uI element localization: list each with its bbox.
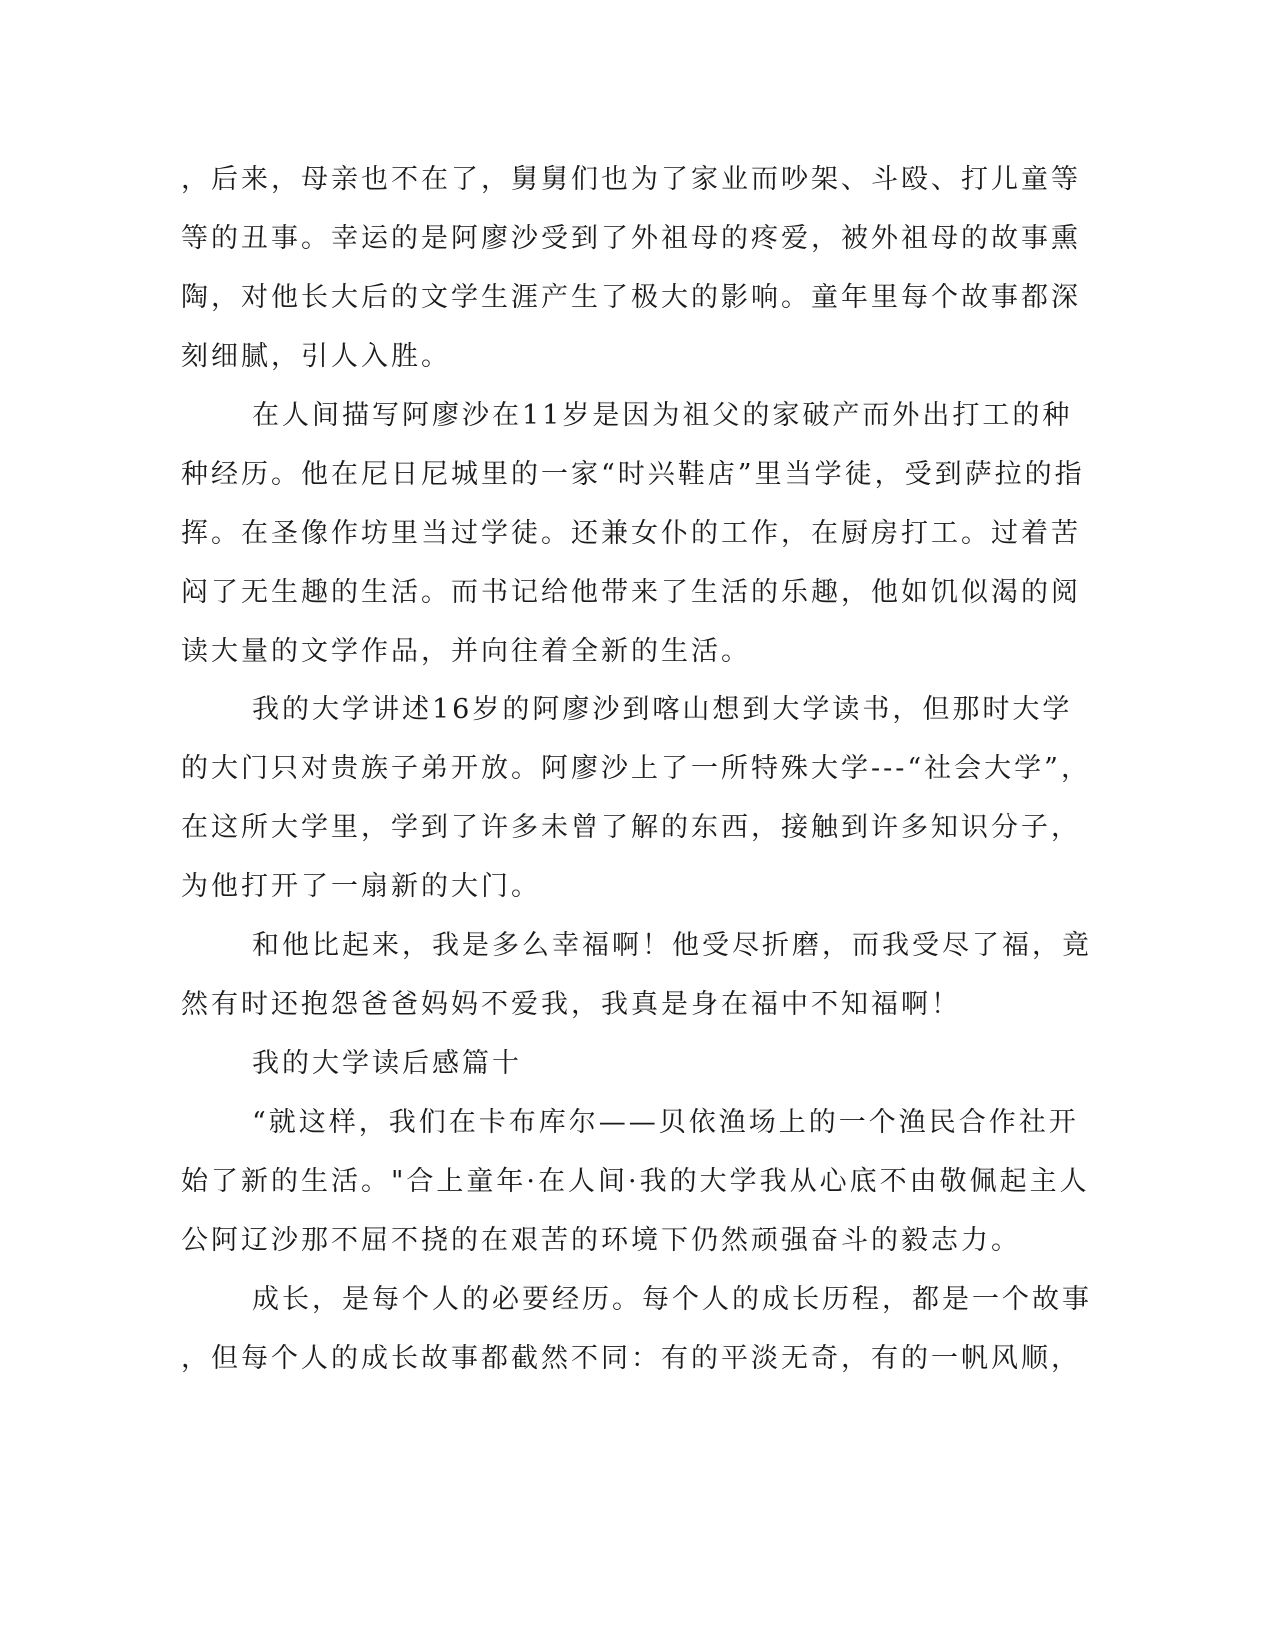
text-line: 为他打开了一扇新的大门。 [181,871,541,902]
text-line: 始了新的生活。"合上童年·在人间·我的大学我从心底不由敬佩起主人 [181,1166,1090,1197]
text-line: ，后来，母亲也不在了，舅舅们也为了家业而吵架、斗殴、打儿童等 [181,164,1081,195]
text-line: 闷了无生趣的生活。而书记给他带来了生活的乐趣，他如饥似渴的阅 [181,577,1081,608]
paragraph-first-line: “就这样，我们在卡布库尔——贝依渔场上的一个渔民合作社开 [252,1107,1079,1138]
text-line: 然有时还抱怨爸爸妈妈不爱我，我真是身在福中不知福啊！ [181,989,961,1020]
paragraph-first-line: 和他比起来，我是多么幸福啊！他受尽折磨，而我受尽了福，竟 [252,930,1092,961]
text-line: 种经历。他在尼日尼城里的一家“时兴鞋店”里当学徒，受到萨拉的指 [181,459,1085,490]
paragraph-first-line: 成长，是每个人的必要经历。每个人的成长历程，都是一个故事 [252,1284,1092,1315]
text-line: ，但每个人的成长故事都截然不同：有的平淡无奇，有的一帆风顺， [181,1343,1081,1374]
text-line: 陶，对他长大后的文学生涯产生了极大的影响。童年里每个故事都深 [181,282,1081,313]
text-line: 等的丑事。幸运的是阿廖沙受到了外祖母的疼爱，被外祖母的故事熏 [181,223,1081,254]
text-line: 在这所大学里，学到了许多未曾了解的东西，接触到许多知识分子， [181,812,1081,843]
text-line: 的大门只对贵族子弟开放。阿廖沙上了一所特殊大学---“社会大学”， [181,753,1091,784]
text-line: 挥。在圣像作坊里当过学徒。还兼女仆的工作，在厨房打工。过着苦 [181,518,1081,549]
text-line: 读大量的文学作品，并向往着全新的生活。 [181,636,751,667]
paragraph-first-line: 在人间描写阿廖沙在11岁是因为祖父的家破产而外出打工的种 [252,400,1073,431]
text-line: 刻细腻，引人入胜。 [181,341,451,372]
text-line: 公阿辽沙那不屈不挠的在艰苦的环境下仍然顽强奋斗的毅志力。 [181,1225,1021,1256]
paragraph-first-line: 我的大学讲述16岁的阿廖沙到喀山想到大学读书，但那时大学 [252,694,1073,725]
section-heading: 我的大学读后感篇十 [252,1048,522,1079]
